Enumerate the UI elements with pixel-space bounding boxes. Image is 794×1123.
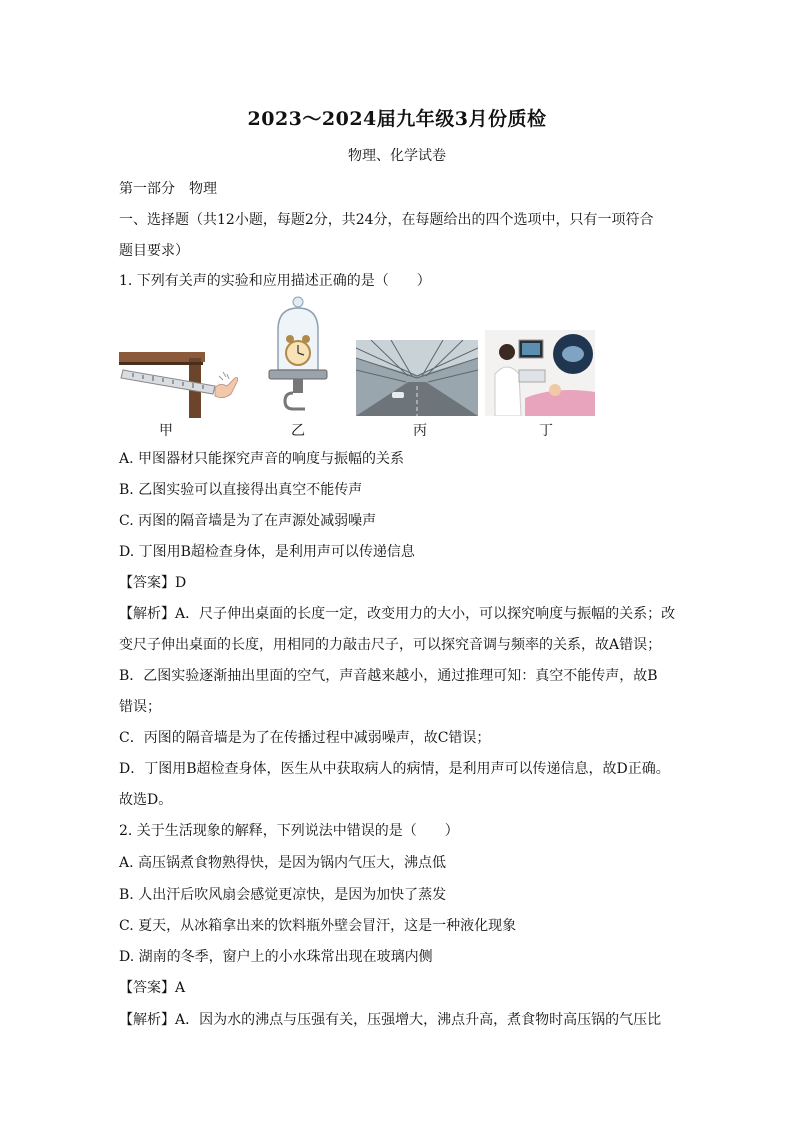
section-instructions-cont: 题目要求） bbox=[119, 243, 189, 259]
section-part: 第一部分 物理 bbox=[119, 181, 217, 197]
q1-stem: 1. 下列有关声的实验和应用描述正确的是（ ） bbox=[119, 273, 431, 289]
q1-analysis-line: 错误； bbox=[119, 699, 161, 715]
section-instructions: 一、选择题（共12小题，每题2分，共24分，在每题给出的四个选项中，只有一项符合 bbox=[119, 212, 654, 228]
q1-answer: 【答案】D bbox=[119, 575, 187, 591]
q1-figures bbox=[119, 296, 599, 439]
q1-option-d: D. 丁图用B超检查身体，是利用声可以传递信息 bbox=[119, 544, 415, 560]
q1-analysis-line: 变尺子伸出桌面的长度，用相同的力敲击尺子，可以探究音调与频率的关系，故A错误； bbox=[119, 637, 662, 653]
q1-analysis-line: D．丁图用B超检查身体，医生从中获取病人的病情，是利用声可以传递信息，故D正确。 bbox=[119, 761, 670, 777]
bell-jar-clock-image bbox=[265, 296, 331, 414]
figure-label-yi: 乙 bbox=[291, 423, 305, 439]
q2-analysis-line: 【解析】A．因为水的沸点与压强有关，压强增大，沸点升高，煮食物时高压锅的气压比 bbox=[119, 1012, 662, 1028]
q1-option-b: B. 乙图实验可以直接得出真空不能传声 bbox=[119, 482, 363, 498]
b-ultrasound-photo bbox=[485, 330, 595, 416]
page-title: 2023～2024届九年级3月份质检 bbox=[247, 108, 547, 130]
figure-label-ding: 丁 bbox=[539, 423, 553, 439]
sound-barrier-photo bbox=[356, 340, 478, 416]
q1-analysis-line: B．乙图实验逐渐抽出里面的空气，声音越来越小，通过推理可知：真空不能传声，故B bbox=[119, 668, 658, 684]
figure-label-jia: 甲 bbox=[159, 423, 173, 439]
figure-label-bing: 丙 bbox=[413, 423, 427, 439]
q2-option-d: D. 湖南的冬季，窗户上的小水珠常出现在玻璃内侧 bbox=[119, 949, 433, 965]
q2-answer: 【答案】A bbox=[119, 980, 186, 996]
ruler-on-table-image bbox=[119, 348, 239, 418]
q2-option-c: C. 夏天，从冰箱拿出来的饮料瓶外壁会冒汗，这是一种液化现象 bbox=[119, 918, 517, 934]
q2-option-b: B. 人出汗后吹风扇会感觉更凉快，是因为加快了蒸发 bbox=[119, 887, 447, 903]
q1-option-c: C. 丙图的隔音墙是为了在声源处减弱噪声 bbox=[119, 513, 377, 529]
page-subtitle: 物理、化学试卷 bbox=[348, 148, 446, 164]
q1-analysis-line: C．丙图的隔音墙是为了在传播过程中减弱噪声，故C错误； bbox=[119, 730, 491, 746]
q2-stem: 2. 关于生活现象的解释，下列说法中错误的是（ ） bbox=[119, 823, 459, 839]
q1-analysis-line: 【解析】A．尺子伸出桌面的长度一定，改变用力的大小，可以探究响度与振幅的关系；改 bbox=[119, 606, 676, 622]
q2-option-a: A. 高压锅煮食物熟得快，是因为锅内气压大，沸点低 bbox=[119, 855, 447, 871]
q1-option-a: A. 甲图器材只能探究声音的响度与振幅的关系 bbox=[119, 451, 405, 467]
q1-analysis-line: 故选D。 bbox=[119, 792, 173, 808]
